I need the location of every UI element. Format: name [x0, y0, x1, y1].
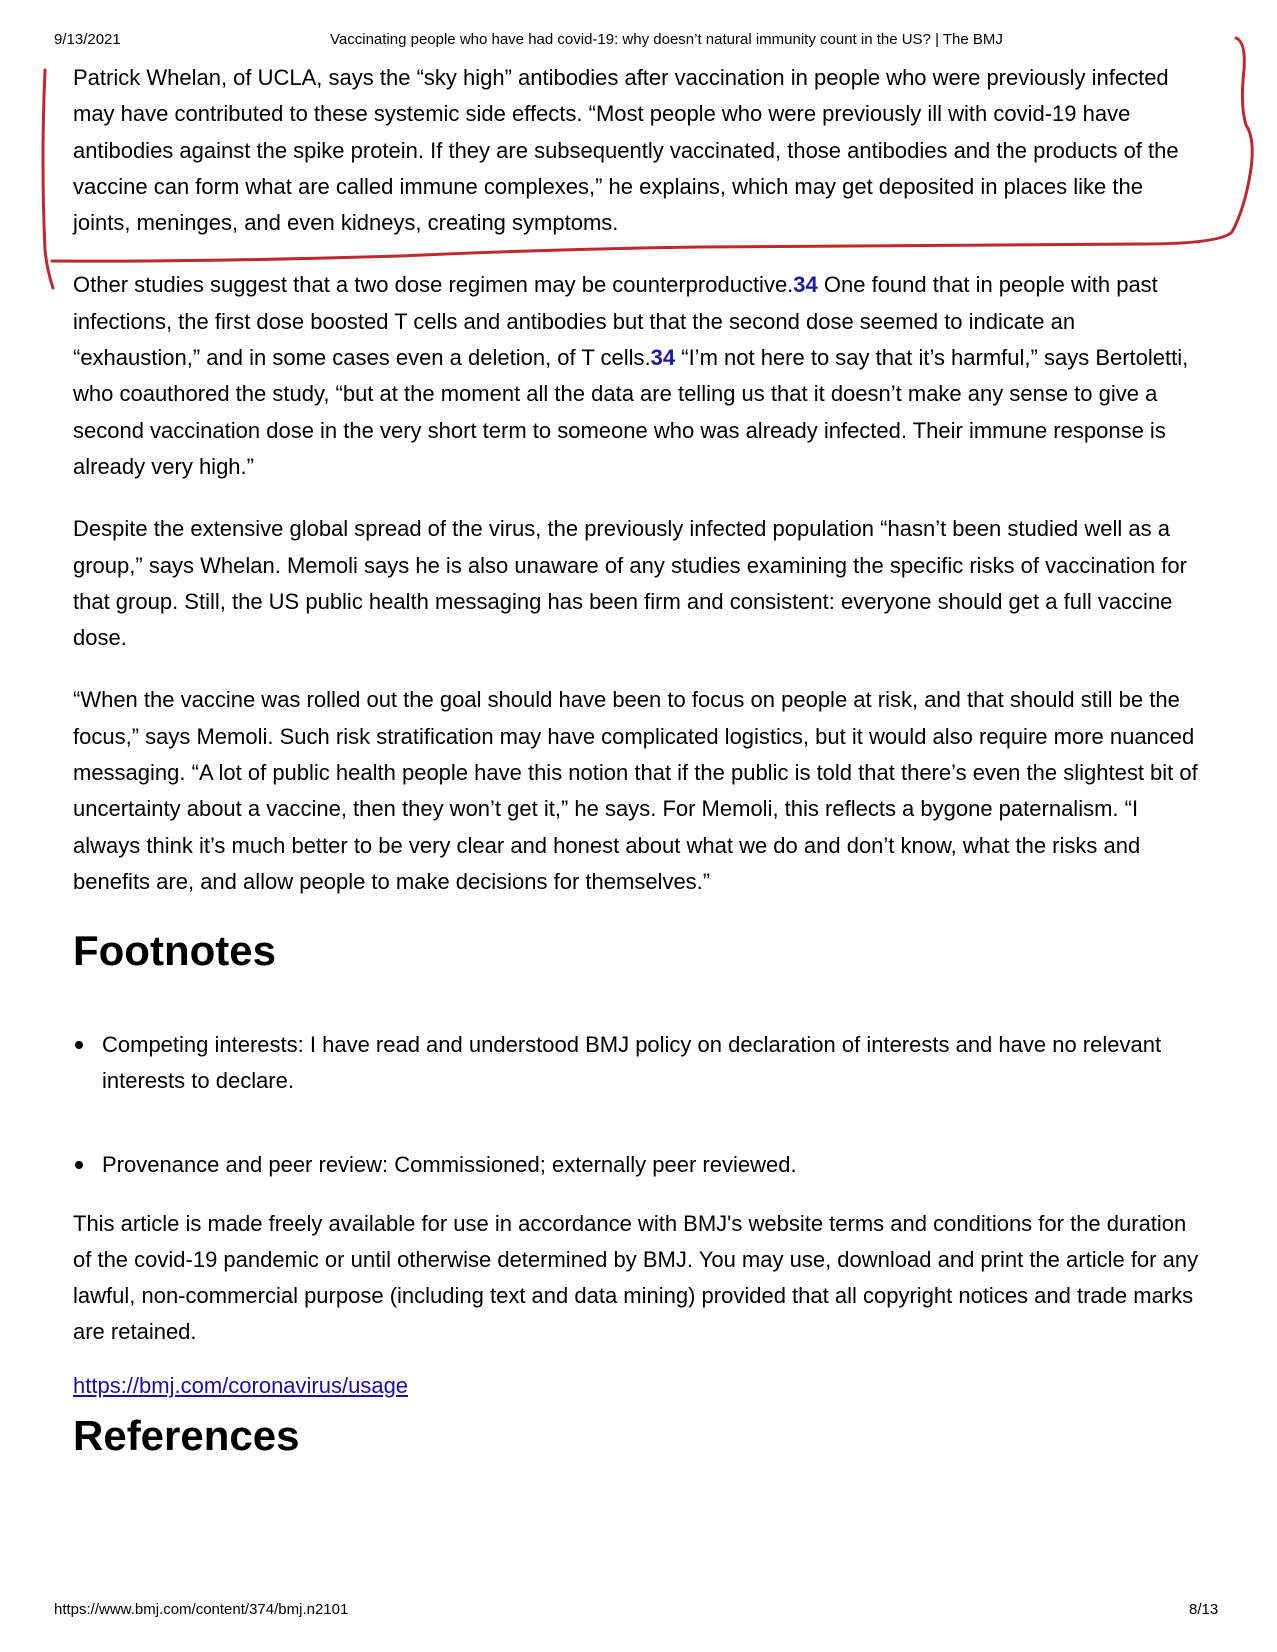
footnote-provenance: Provenance and peer review: Commissioned; externally peer reviewed. [102, 1152, 797, 1178]
paragraph-two-dose-text-2: One found that in people with past infections, the first dose boosted T cells and antibodies but that the second dose seemed to indicate an “exhaustion,” and in some cases even a deletion, of T cells. [73, 272, 1158, 371]
footnote-item [73, 1147, 1203, 1183]
print-page-title: Vaccinating people who have had covid-19: why doesn’t natural immunity count in the US? | The BMJ [330, 31, 1003, 48]
footnote-competing-interests: Competing interests: I have read and understood BMJ policy on declaration of interests and have no relevant interests to declare. [102, 1031, 1162, 1093]
footnotes-heading: Footnotes [73, 927, 276, 975]
print-footer-url: https://www.bmj.com/content/374/bmj.n2101 [54, 1601, 349, 1618]
footnotes-list [73, 1027, 1203, 1184]
bullet-icon [75, 1161, 83, 1169]
paragraph-previously-infected: Despite the extensive global spread of the virus, the previously infected population “hasn’t been studied well as a group,” says Whelan. Memoli says he is also unaware of any studies examining the specific risks of vaccination for that group. Still, the US public health messaging has been firm and consistent: everyone should get a full vaccine dose. [73, 516, 1187, 651]
print-date: 9/13/2021 [54, 31, 121, 48]
paragraph-two-dose-text-1: Other studies suggest that a two dose regimen may be counterproductive. [73, 272, 794, 298]
paragraph-memoli: “When the vaccine was rolled out the goal should have been to focus on people at risk, and that should still be the focus,” says Memoli. Such risk stratification may have complicated logistics, but it would also require more nuanced messaging. “A lot of public health people have this notion that if the public is told that there’s even the slightest bit of uncertainty about a vaccine, then they won’t get it,” he says. For Memoli, this reflects a bygone paternalism. “I always think it’s much better to be very clear and honest about what we do and don’t know, what the risks and benefits are, and allow people to make decisions for themselves.” [73, 687, 1198, 894]
license-paragraph: This article is made freely available for use in accordance with BMJ's website terms and conditions for the duration of the covid-19 pandemic or until otherwise determined by BMJ. You may use, download and print the article for any lawful, non-commercial purpose (including text and data mining) provided that all copyright notices and trade marks are retained. [73, 1210, 1199, 1345]
page-number: 8/13 [1189, 1601, 1219, 1618]
paragraph-two-dose [73, 267, 1203, 485]
paragraph-two-dose-text-3: “I’m not here to say that it’s harmful,” says Bertoletti, who coauthored the study, “but at the moment all the data are telling us that it doesn’t make any sense to give a second vaccination dose in the very short term to someone who was already infected. Their immune response is already very high.” [73, 345, 1189, 479]
footnote-item [73, 1027, 1203, 1100]
citation-link-34[interactable]: 34 [793, 272, 818, 298]
usage-link[interactable]: https://bmj.com/coronavirus/usage [73, 1372, 409, 1398]
article-content [73, 60, 1203, 1461]
annotation-outline-stroke [43, 70, 53, 288]
paragraph-whelan: Patrick Whelan, of UCLA, says the “sky high” antibodies after vaccination in people who were previously infected may have contributed to these systemic side effects. “Most people who were previously ill with covid-19 have antibodies against the spike protein. If they are subsequently vaccinated, those antibodies and the products of the vaccine can form what are called immune complexes,” he explains, which may get deposited in places like the joints, meninges, and even kidneys, creating symptoms. [73, 65, 1179, 236]
citation-link-34[interactable]: 34 [650, 345, 676, 371]
references-heading: References [73, 1411, 300, 1459]
bullet-icon [75, 1041, 83, 1049]
